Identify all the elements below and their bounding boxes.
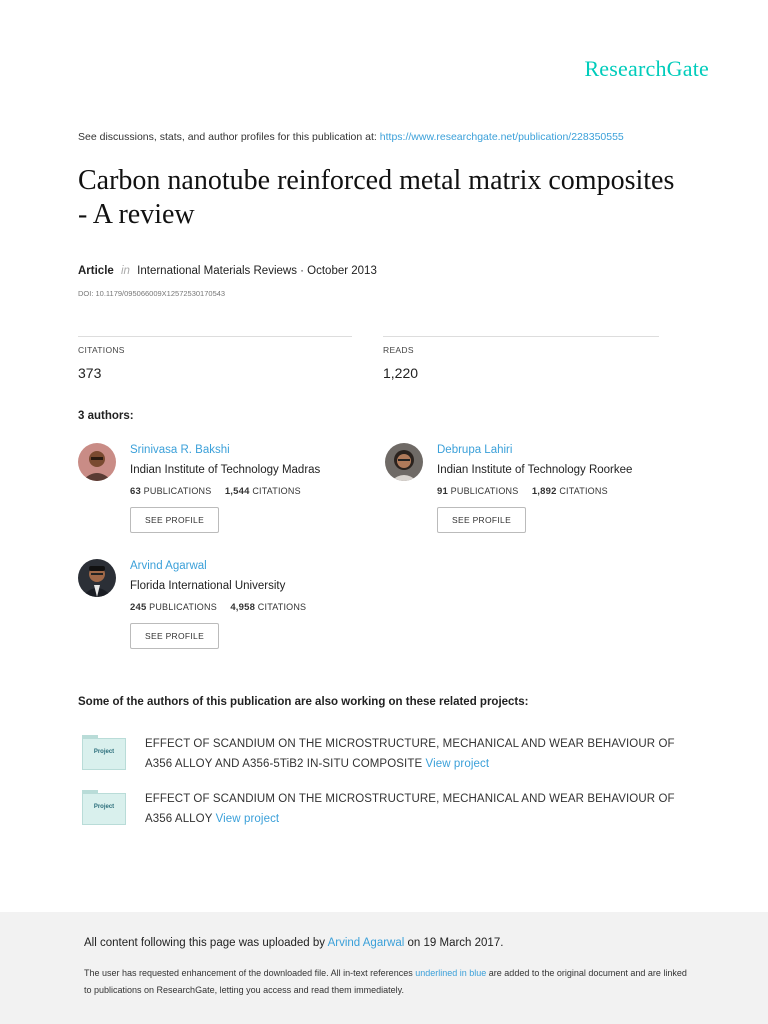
publications-label: PUBLICATIONS bbox=[450, 486, 519, 496]
project-icon-label: Project bbox=[93, 804, 115, 810]
in-label: in bbox=[121, 265, 130, 277]
discussions-line bbox=[78, 131, 624, 143]
author-institution: Florida International University bbox=[130, 580, 286, 592]
uploaded-suffix: on 19 March 2017. bbox=[407, 937, 504, 949]
project-title bbox=[145, 789, 685, 829]
reads-label: READS bbox=[383, 345, 414, 355]
researchgate-logo[interactable]: ResearchGate bbox=[584, 56, 709, 81]
publication-venue: International Materials Reviews · October 2013 bbox=[137, 265, 377, 277]
project-icon-label: Project bbox=[93, 749, 115, 755]
author-institution: Indian Institute of Technology Madras bbox=[130, 464, 321, 476]
see-profile-button[interactable]: SEE PROFILE bbox=[130, 507, 219, 533]
see-profile-button[interactable]: SEE PROFILE bbox=[130, 623, 219, 649]
project-folder-icon bbox=[82, 738, 126, 770]
citations-value: 373 bbox=[78, 365, 102, 381]
publication-url-link[interactable]: https://www.researchgate.net/publication/228350555 bbox=[379, 131, 624, 143]
publications-count: 91 bbox=[437, 486, 448, 497]
uploaded-by-line bbox=[84, 937, 503, 949]
note-prefix: The user has requested enhancement of the downloaded file. All in-text references bbox=[84, 968, 413, 978]
publication-meta bbox=[78, 265, 377, 277]
author-info bbox=[130, 559, 390, 649]
publication-type: Article bbox=[78, 265, 114, 277]
publications-label: PUBLICATIONS bbox=[149, 602, 217, 612]
view-project-link[interactable]: View project bbox=[425, 758, 490, 770]
citations-count: 4,958 bbox=[230, 602, 256, 613]
reads-stat bbox=[383, 336, 659, 381]
view-project-link[interactable]: View project bbox=[215, 813, 280, 825]
publications-count: 63 bbox=[130, 486, 141, 497]
project-title bbox=[145, 734, 685, 774]
author-counts bbox=[130, 602, 390, 613]
publications-count: 245 bbox=[130, 602, 147, 613]
note-suffix: are added to the original document and are linked to publications on ResearchGate, letting you access and read them immediately. bbox=[84, 968, 687, 995]
citations-stat bbox=[78, 336, 352, 381]
author-name[interactable]: Srinivasa R. Bakshi bbox=[130, 444, 230, 456]
author-name[interactable]: Debrupa Lahiri bbox=[437, 444, 513, 456]
citations-count: 1,544 bbox=[224, 486, 250, 497]
authors-heading: 3 authors: bbox=[78, 410, 134, 422]
project-folder-icon bbox=[82, 793, 126, 825]
publication-doi: DOI: 10.1179/095066009X12572530170543 bbox=[78, 289, 226, 298]
projects-heading: Some of the authors of this publication are also working on these related projects: bbox=[78, 696, 529, 708]
author-info bbox=[437, 443, 697, 533]
avatar[interactable] bbox=[385, 443, 423, 481]
uploader-link[interactable]: Arvind Agarwal bbox=[327, 937, 405, 949]
see-profile-button[interactable]: SEE PROFILE bbox=[437, 507, 526, 533]
footer bbox=[0, 912, 768, 1024]
avatar[interactable] bbox=[78, 559, 116, 597]
publication-title: Carbon nanotube reinforced metal matrix composites - A review bbox=[78, 165, 675, 230]
citations-count: 1,892 bbox=[531, 486, 557, 497]
uploaded-prefix: All content following this page was uploaded by bbox=[84, 937, 326, 949]
author-counts bbox=[437, 486, 697, 497]
author-info bbox=[130, 443, 390, 533]
project-title-text: EFFECT OF SCANDIUM ON THE MICROSTRUCTURE, MECHANICAL AND WEAR BEHAVIOUR OF A356 ALLOY bbox=[145, 793, 675, 825]
avatar[interactable] bbox=[78, 443, 116, 481]
citations-label: CITATIONS bbox=[78, 345, 125, 355]
citations-label: CITATIONS bbox=[257, 602, 307, 612]
discussions-text: See discussions, stats, and author profiles for this publication at: bbox=[78, 131, 377, 143]
reads-value: 1,220 bbox=[383, 365, 419, 381]
author-counts bbox=[130, 486, 390, 497]
underlined-in-blue-link: underlined in blue bbox=[415, 968, 487, 978]
author-name[interactable]: Arvind Agarwal bbox=[130, 560, 207, 572]
publications-label: PUBLICATIONS bbox=[143, 486, 212, 496]
author-institution: Indian Institute of Technology Roorkee bbox=[437, 464, 633, 476]
citations-label: CITATIONS bbox=[559, 486, 608, 496]
enhancement-note bbox=[84, 965, 694, 999]
project-title-text: EFFECT OF SCANDIUM ON THE MICROSTRUCTURE, MECHANICAL AND WEAR BEHAVIOUR OF A356 ALLOY AND A356-5TiB2 IN-SITU COMPOSITE bbox=[145, 738, 675, 770]
citations-label: CITATIONS bbox=[252, 486, 301, 496]
